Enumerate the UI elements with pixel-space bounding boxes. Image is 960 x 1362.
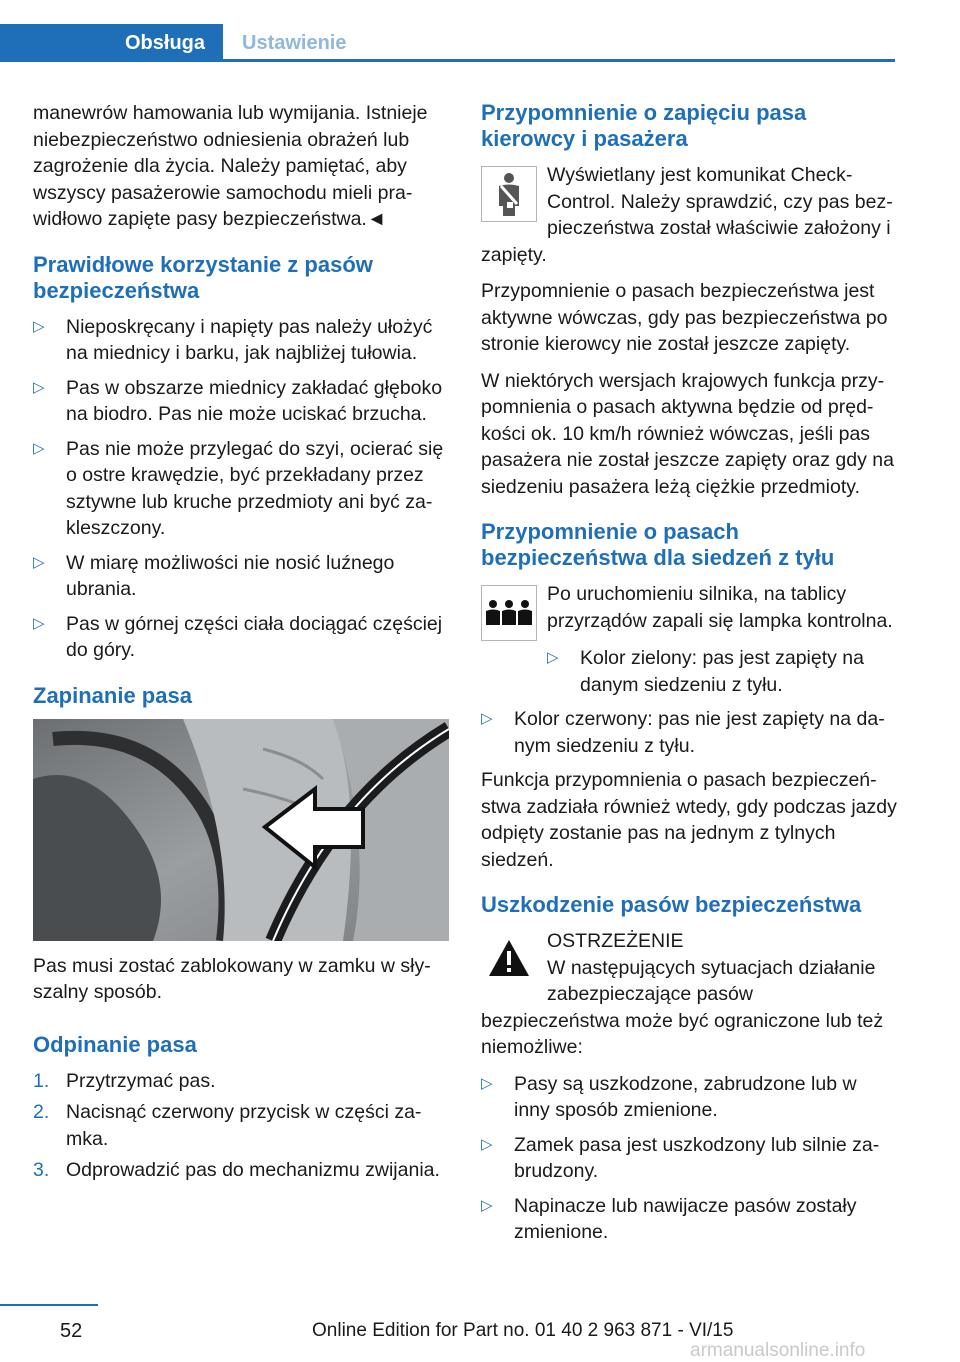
driver-reminder-p1: Wyświetlany jest komunikat Check-Control. Należy sprawdzić, czy pas bez-pieczeństwa został właściwie założony i zapięty. xyxy=(481,164,893,266)
step-number: 1. xyxy=(33,1069,50,1092)
triangle-bullet-icon: ▷ xyxy=(481,710,493,727)
list-item-text: Nieposkręcany i napięty pas należy ułożyć na miednicy i barku, jak najbliżej tułowia. xyxy=(66,315,433,364)
rear-reminder-p1: Po uruchomieniu silnika, na tablicy przyrządów zapali się lampka kontrolna. xyxy=(547,583,893,632)
list-item xyxy=(481,1132,897,1185)
list-item-text: Kolor czerwony: pas nie jest zapięty na da-nym siedzeniu z tyłu. xyxy=(514,708,885,757)
triangle-bullet-icon: ▷ xyxy=(547,649,559,666)
triangle-bullet-icon: ▷ xyxy=(33,439,45,457)
footer-rule xyxy=(0,1304,98,1306)
list-item-text: Zamek pasa jest uszkodzony lub silnie za-brudzony. xyxy=(514,1133,880,1182)
section-title-driver-reminder: Przypomnienie o zapięciu pasa kierowcy i pasażera xyxy=(481,100,807,151)
correct-use-list xyxy=(33,314,449,664)
unfastening-steps xyxy=(33,1068,449,1184)
step-text: Przytrzymać pas. xyxy=(66,1069,216,1092)
rear-seats-belt-icon xyxy=(481,585,537,641)
right-column xyxy=(481,100,897,1254)
section-title-correct-use: Prawidłowe korzystanie z pasów bezpieczeństwa xyxy=(33,251,373,303)
triangle-bullet-icon: ▷ xyxy=(481,1074,493,1092)
edition-line: Online Edition for Part no. 01 40 2 963 871 - VI/15 xyxy=(312,1320,734,1341)
damage-list xyxy=(481,1071,897,1246)
list-item-text: Pasy są uszkodzone, zabrudzone lub w inny sposób zmienione. xyxy=(514,1072,857,1121)
warning-label: OSTRZEŻENIE xyxy=(547,930,684,952)
rear-reminder-p2: Funkcja przypomnienia o pasach bezpieczeń-stwa zadziała również wtedy, gdy podczas jazdy odpięty zostanie pas na jednym z tylnych siedzeń. xyxy=(481,769,897,871)
seatbelt-buckle-photo xyxy=(33,719,449,941)
seatbelt-warning-icon xyxy=(481,166,537,222)
tab-obsluga[interactable]: Obsługa xyxy=(0,24,223,62)
step-number: 2. xyxy=(33,1101,50,1123)
section-title-rear-reminder: Przypomnienie o pasach bezpieczeństwa dla siedzeń z tyłu xyxy=(481,519,835,570)
triangle-bullet-icon: ▷ xyxy=(33,317,45,335)
list-item xyxy=(481,1071,897,1124)
list-item xyxy=(547,645,897,698)
triangle-bullet-icon: ▷ xyxy=(33,553,45,571)
warning-text: W następujących sytuacjach działanie zabezpieczające pasów bezpieczeństwa może być ograniczone lub też niemożliwe: xyxy=(481,956,884,1058)
header-tabs xyxy=(0,24,895,62)
list-item-text: Pas w obszarze miednicy zakładać głęboko na biodro. Pas nie może uciskać brzucha. xyxy=(66,376,443,425)
list-item xyxy=(33,550,449,603)
triangle-bullet-icon: ▷ xyxy=(481,1135,493,1153)
left-column xyxy=(33,100,449,1189)
list-item xyxy=(33,611,449,664)
step-text: Nacisnąć czerwony przycisk w części za-mka. xyxy=(66,1101,422,1150)
section-title-fastening: Zapinanie pasa xyxy=(33,682,192,708)
step-item xyxy=(33,1099,449,1152)
driver-reminder-p3: W niektórych wersjach krajowych funkcja przy-pomnienia o pasach aktywna będzie od pręd-kości ok. 10 km/h również wówczas, jeśli pas pasażera nie został jeszcze zapięty oraz gdy na siedzeniu pasażera leżą ciężkie przedmioty. xyxy=(481,369,894,498)
triangle-bullet-icon: ▷ xyxy=(33,614,45,632)
warning-triangle-icon xyxy=(481,932,537,984)
list-item-text: W miarę możliwości nie nosić luźnego ubrania. xyxy=(66,551,395,600)
list-item xyxy=(33,375,449,428)
list-item xyxy=(481,706,897,759)
tab-ustawienie[interactable]: Ustawienie xyxy=(242,32,347,54)
header-rule xyxy=(0,59,895,62)
rear-reminder-indented-list xyxy=(481,645,897,698)
driver-reminder-p2: Przypomnienie o pasach bezpieczeństwa jest aktywne wówczas, gdy pas bezpieczeństwa po stronie kierowcy nie został jeszcze zapięty. xyxy=(481,280,888,355)
list-item xyxy=(33,314,449,367)
page-number: 52 xyxy=(60,1320,83,1342)
step-text: Odprowadzić pas do mechanizmu zwijania. xyxy=(66,1159,440,1181)
list-item xyxy=(481,1193,897,1246)
list-item-text: Pas w górnej części ciała dociągać częściej do góry. xyxy=(66,612,443,661)
fastening-text: Pas musi zostać zablokowany w zamku w sły-szalny sposób. xyxy=(33,954,431,1003)
section-title-unfastening: Odpinanie pasa xyxy=(33,1031,197,1057)
step-item xyxy=(33,1068,449,1095)
intro-paragraph: manewrów hamowania lub wymijania. Istnieje niebezpieczeństwo odniesienia obrażeń lub zagrożenie dla życia. Należy pamiętać, aby wszyscy pasażerowie samochodu mieli pra-widłowo zapięte pasy bezpieczeństwa.◄ xyxy=(33,102,428,230)
list-item-text: Pas nie może przylegać do szyi, ocierać się o ostre krawędzie, być przekładany przez sztywne lub kruche przedmioty ani być za-kleszczony. xyxy=(66,437,444,539)
step-item xyxy=(33,1157,449,1184)
watermark: armanualsonline.info xyxy=(690,1340,866,1361)
rear-reminder-list xyxy=(481,706,897,759)
list-item xyxy=(33,436,449,542)
section-title-damage: Uszkodzenie pasów bezpieczeństwa xyxy=(481,892,862,917)
list-item-text: Kolor zielony: pas jest zapięty na danym siedzeniu z tyłu. xyxy=(580,647,864,696)
triangle-bullet-icon: ▷ xyxy=(33,378,45,396)
step-number: 3. xyxy=(33,1159,50,1181)
list-item-text: Napinacze lub nawijacze pasów zostały zmienione. xyxy=(514,1194,857,1243)
triangle-bullet-icon: ▷ xyxy=(481,1196,493,1214)
